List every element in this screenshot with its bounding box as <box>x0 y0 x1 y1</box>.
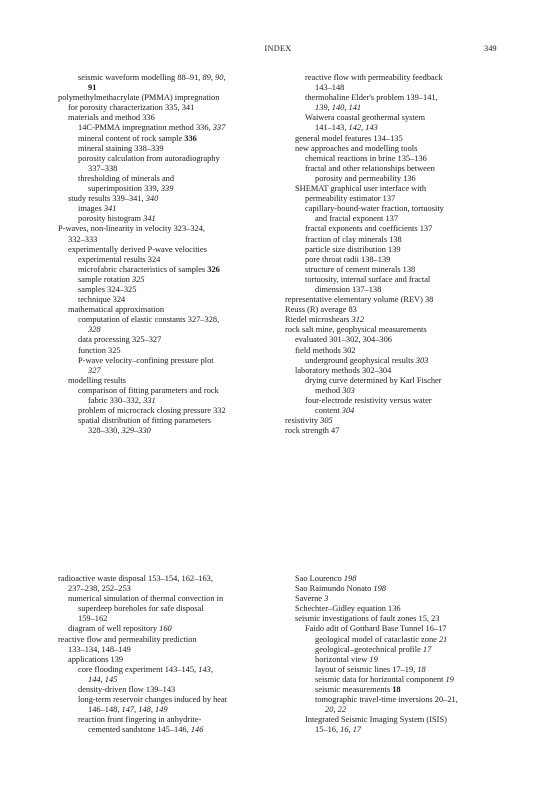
index-entry-text: materials and method 336 <box>68 113 155 123</box>
index-entry <box>285 325 527 335</box>
index-entry-text: 21 <box>438 634 448 644</box>
index-entry <box>295 83 527 93</box>
index-entry-text: geological model of cataclastic zone <box>315 634 439 644</box>
index-entry <box>58 685 290 695</box>
index-entry-text: mineral content of rock sample <box>78 133 185 143</box>
index-entry-text: 198 <box>343 574 357 583</box>
index-entry-text: 326 <box>207 264 220 274</box>
index-entry <box>58 335 290 345</box>
index-entry-text: thresholding of minerals and <box>78 173 175 183</box>
index-entry-text: Integrated Seismic Imaging System (ISIS) <box>305 715 447 725</box>
index-entry <box>295 174 527 184</box>
index-entry-text: 19 <box>445 674 454 684</box>
index-entry-text: Sao Lourenco <box>295 574 344 583</box>
index-entry-text: reaction front fingering in anhydrite- <box>78 715 202 725</box>
index-entry <box>58 93 290 103</box>
index-entry <box>58 604 290 614</box>
index-entry-text: 18 <box>392 685 401 695</box>
index-entry-text: 198 <box>373 584 386 594</box>
index-entry-text: data processing 325–327 <box>78 335 162 345</box>
index-entry-text: 303 <box>342 385 355 395</box>
index-entry <box>295 134 527 144</box>
index-entry-text: technique 324 <box>78 295 126 305</box>
index-entry <box>295 245 527 255</box>
index-entry <box>295 655 527 665</box>
index-entry-text: 91 <box>88 83 97 93</box>
index-entry <box>295 675 527 685</box>
index-entry <box>58 695 290 705</box>
index-entry <box>58 285 290 295</box>
index-entry <box>285 305 527 315</box>
index-entry-text: evaluated 301–302, 304–306 <box>295 335 392 345</box>
index-entry-text: 336 <box>184 133 197 143</box>
index-entry-text: 160 <box>159 624 172 634</box>
index-entry-text: 327 <box>88 365 101 375</box>
index-entry <box>58 705 290 715</box>
index-entry-text: 146 <box>190 725 204 735</box>
index-entry-text: 331 <box>143 396 156 405</box>
index-entry <box>58 83 290 93</box>
index-entry <box>295 635 527 645</box>
index-entry <box>295 725 527 735</box>
index-entry-text: dimension 137–138 <box>315 284 382 294</box>
index-column-bottom-right <box>295 574 527 736</box>
index-entry-text: 18 <box>417 664 426 674</box>
index-entry-text: Riedel microshears <box>285 315 352 325</box>
index-entry-text: seismic data for horizontal component <box>315 674 446 684</box>
index-entry <box>58 265 290 275</box>
index-entry <box>285 426 527 436</box>
index-entry-text: tortuosity, internal surface and fractal <box>305 274 431 284</box>
index-entry-text: , <box>210 73 216 82</box>
index-entry-text: rock salt mine, geophysical measurements <box>285 325 427 335</box>
index-entry <box>295 144 527 154</box>
index-entry <box>295 715 527 725</box>
index-entry-text: Waiwera coastal geothermal system <box>305 113 426 123</box>
index-entry-text: rock strength 47 <box>285 426 340 436</box>
index-entry-text: computation of elastic constants 327–328, <box>78 315 220 325</box>
index-entry-text: SHEMAT graphical user interface with <box>295 184 427 194</box>
index-entry <box>58 235 290 245</box>
index-entry-text: porosity and permeability 136 <box>315 173 416 183</box>
index-entry <box>295 584 527 594</box>
index-entry-text: 141–143, <box>315 123 349 133</box>
index-entry <box>295 396 527 406</box>
index-entry-text: thermohaline Elder's problem 139–141, <box>305 93 438 103</box>
index-entry-text: comparison of fitting parameters and rock <box>78 385 219 395</box>
index-entry <box>58 675 290 685</box>
index-entry <box>295 356 527 366</box>
index-entry <box>295 624 527 634</box>
index-entry-text: particle size distribution 139 <box>305 244 401 254</box>
index-entry <box>58 715 290 725</box>
index-entry-text: modelling results <box>68 375 126 385</box>
index-entry <box>295 695 527 705</box>
index-entry-text: P-wave velocity–confining pressure plot <box>78 355 214 365</box>
index-entry <box>295 335 527 345</box>
index-column-top-right <box>285 73 527 436</box>
index-entry <box>58 426 290 436</box>
index-entry-text: porosity histogram <box>78 214 144 224</box>
index-entry-text: P-waves, non-linearity in velocity 323–324, <box>58 224 206 234</box>
index-entry-text: mineral staining 338–339 <box>78 143 164 153</box>
index-entry <box>58 346 290 356</box>
index-entry-text: 337–338 <box>88 163 118 173</box>
index-entry <box>295 376 527 386</box>
index-entry-text: pore throat radii 138–139 <box>305 254 391 264</box>
index-entry <box>58 164 290 174</box>
index-entry-text: reactive flow and permeability prediction <box>58 634 197 644</box>
index-entry-text: 325 <box>131 274 145 284</box>
running-header-title: INDEX <box>264 44 292 53</box>
index-entry <box>58 305 290 315</box>
index-entry-text: function 325 <box>78 345 121 355</box>
index-entry-text: fractal and other relationships between <box>305 163 435 173</box>
index-entry <box>58 386 290 396</box>
index-entry-text: 328–330, <box>88 426 122 436</box>
index-entry-text: general model features 134–135 <box>295 133 403 143</box>
index-entry-text: 90 <box>215 73 224 82</box>
index-entry-text: 312 <box>351 315 365 325</box>
index-entry-text: superimposition 339, <box>88 184 161 194</box>
index-entry-text: geological–geotechnical profile <box>315 644 423 654</box>
index-entry-text: 305 <box>320 416 333 426</box>
index-entry <box>295 386 527 396</box>
index-entry-text: 89 <box>202 73 211 82</box>
index-entry <box>58 144 290 154</box>
index-entry <box>295 614 527 624</box>
index-entry-text: Faido adit of Gotthard Base Tunnel 16–17 <box>305 624 447 634</box>
index-entry-text: Sao Raimundo Nonato <box>295 584 374 594</box>
index-entry <box>295 406 527 416</box>
index-entry-text: superdeep boreholes for safe disposal <box>78 604 204 614</box>
index-entry <box>285 416 527 426</box>
index-entry-text: 3 <box>324 594 329 604</box>
index-entry-text: 16, 17 <box>340 725 362 735</box>
index-entry-text: method <box>315 385 343 395</box>
index-entry-text: 19 <box>369 654 378 664</box>
index-entry-text: four-electrode resistivity versus water <box>305 396 432 405</box>
index-entry-text: 340 <box>145 194 159 204</box>
index-entry-text: layout of seismic lines 17–19, <box>315 664 418 674</box>
index-entry <box>295 73 527 83</box>
index-entry-text: reactive flow with permeability feedback <box>305 73 443 82</box>
index-entry-text: 337 <box>212 123 226 133</box>
index-entry-text: 329–330 <box>121 426 151 436</box>
index-entry <box>58 665 290 675</box>
index-entry-text: 146–148, <box>88 705 122 715</box>
index-entry <box>295 255 527 265</box>
index-entry <box>295 645 527 655</box>
index-entry-text: 20, 22 <box>325 705 346 715</box>
index-entry-text: laboratory methods 302–304 <box>295 365 392 375</box>
index-entry-text: study results 339–341, <box>68 194 146 204</box>
index-entry-text: representative elementary volume (REV) 38 <box>285 295 434 305</box>
index-entry-text: 237–238, 252–253 <box>68 584 131 594</box>
index-entry-text: 159–162 <box>78 614 108 624</box>
index-entry <box>295 705 527 715</box>
index-entry-text: radioactive waste disposal 153–154, 162–163, <box>58 574 213 583</box>
index-entry-text: underground geophysical results <box>305 355 416 365</box>
index-entry-text: 143–148 <box>315 83 345 93</box>
index-entry-text: seismic waveform modelling 88–91, <box>78 73 203 82</box>
index-entry-text: mathematical approximation <box>68 305 165 315</box>
index-entry-text: field methods 302 <box>295 345 356 355</box>
index-entry <box>58 315 290 325</box>
index-entry-text: images <box>78 204 104 214</box>
index-entry-text: samples 324–325 <box>78 284 137 294</box>
index-entry <box>58 624 290 634</box>
index-entry <box>295 123 527 133</box>
index-column-top-left <box>58 73 290 436</box>
index-entry <box>295 194 527 204</box>
index-entry <box>58 255 290 265</box>
index-entry <box>58 396 290 406</box>
index-entry <box>58 366 290 376</box>
index-entry-text: 133–134, 148–149 <box>68 644 131 654</box>
index-entry <box>58 376 290 386</box>
index-entry-text: cemented sandstone 145–146, <box>88 725 191 735</box>
index-entry-text: 328 <box>88 325 101 335</box>
index-entry-text: content <box>315 406 342 416</box>
index-entry-text: numerical simulation of thermal convection in <box>68 594 224 604</box>
index-entry-text: capillary-bound-water fraction, tortuosity <box>305 204 444 214</box>
index-entry-text: core flooding experiment 143–145, <box>78 664 199 674</box>
index-entry <box>295 184 527 194</box>
index-entry <box>295 685 527 695</box>
index-entry <box>295 346 527 356</box>
index-entry <box>58 725 290 735</box>
index-entry-text: Schechter–Gidley equation 136 <box>295 604 401 614</box>
index-entry <box>58 224 290 234</box>
index-entry <box>295 285 527 295</box>
index-entry <box>295 214 527 224</box>
index-entry <box>58 204 290 214</box>
index-entry <box>295 594 527 604</box>
index-entry-text: drying curve determined by Karl Fischer <box>305 375 442 385</box>
index-entry-text: 341 <box>103 204 117 214</box>
index-entry-text: 304 <box>341 406 355 416</box>
index-entry <box>58 356 290 366</box>
index-entry-text: experimental results 324 <box>78 254 161 264</box>
index-entry-text: resistivity <box>285 416 321 426</box>
index-entry-text: , <box>223 73 226 82</box>
index-entry-text: 142, 143 <box>348 123 378 133</box>
index-entry-text: 139, 140, 141 <box>315 103 362 113</box>
index-entry-text: horizontal view <box>315 654 370 664</box>
page-number: 349 <box>484 44 497 53</box>
index-entry <box>58 325 290 335</box>
index-entry-text: 15–16, <box>315 725 341 735</box>
index-entry <box>58 614 290 624</box>
index-entry-text: 339 <box>160 184 174 194</box>
index-entry-text: new approaches and modelling tools <box>295 143 418 153</box>
index-entry-text: 303 <box>415 355 429 365</box>
index-entry <box>58 154 290 164</box>
index-entry-text: 17 <box>422 644 432 654</box>
index-entry <box>295 154 527 164</box>
index-entry-text: spatial distribution of fitting parameters <box>78 416 212 426</box>
index-entry-text: permeability estimator 137 <box>305 194 396 204</box>
index-entry-text: seismic measurements <box>315 685 393 695</box>
index-entry-text: 144, 145 <box>88 674 118 684</box>
index-entry-text: 147, 148, 149 <box>121 705 168 715</box>
index-entry-text: 332–333 <box>68 234 98 244</box>
index-entry <box>295 164 527 174</box>
index-entry <box>295 224 527 234</box>
index-entry <box>295 275 527 285</box>
index-entry <box>295 113 527 123</box>
index-entry <box>58 214 290 224</box>
index-entry <box>58 275 290 285</box>
index-entry-text: structure of cement minerals 138 <box>305 264 416 274</box>
index-entry <box>58 123 290 133</box>
index-entry <box>295 604 527 614</box>
index-entry <box>58 406 290 416</box>
index-entry <box>58 645 290 655</box>
index-entry-text: fraction of clay minerals 138 <box>305 234 402 244</box>
index-entry <box>58 655 290 665</box>
index-entry <box>58 184 290 194</box>
index-entry <box>295 93 527 103</box>
index-entry <box>58 584 290 594</box>
index-entry-text: seismic investigations of fault zones 15, 23 <box>295 614 440 624</box>
index-entry <box>295 103 527 113</box>
index-entry-text: Saverne <box>295 594 325 604</box>
index-entry-text: polymethylmethacrylate (PMMA) impregnation <box>58 93 220 103</box>
index-entry <box>58 113 290 123</box>
index-entry <box>58 574 290 584</box>
index-column-bottom-left <box>58 574 290 736</box>
index-entry-text: long-term reservoir changes induced by heat <box>78 695 228 705</box>
index-entry <box>58 245 290 255</box>
index-entry <box>58 103 290 113</box>
index-entry <box>58 194 290 204</box>
index-entry <box>58 134 290 144</box>
index-entry-text: 14C-PMMA impregnation method 336, <box>78 123 213 133</box>
index-entry-text: Reuss (R) average 83 <box>285 305 357 315</box>
index-entry <box>58 73 290 83</box>
index-entry <box>58 416 290 426</box>
index-entry-text: density-driven flow 139–143 <box>78 685 176 695</box>
index-entry <box>58 635 290 645</box>
index-entry-text: microfabric characteristics of samples <box>78 264 208 274</box>
index-entry <box>285 295 527 305</box>
index-entry-text: for porosity characterization 335, 341 <box>68 103 195 113</box>
index-entry-text: diagram of well repository <box>68 624 160 634</box>
index-entry-text: sample rotation <box>78 274 132 284</box>
index-entry <box>58 594 290 604</box>
index-entry-text: chemical reactions in brine 135–136 <box>305 153 427 163</box>
index-entry-text: tomographic travel-time inversions 20–21, <box>315 695 458 705</box>
index-entry <box>58 174 290 184</box>
index-entry-text: fabric 330–332, <box>88 396 144 405</box>
index-entry-text: experimentally derived P-wave velocities <box>68 244 207 254</box>
index-entry-text: problem of microcrack closing pressure 332 <box>78 406 226 416</box>
index-entry-text: fractal exponents and coefficients 137 <box>305 224 433 234</box>
index-entry-text: 341 <box>143 214 156 224</box>
index-entry-text: porosity calculation from autoradiography <box>78 153 220 163</box>
index-entry <box>295 366 527 376</box>
index-entry <box>295 574 527 584</box>
index-entry <box>285 315 527 325</box>
index-entry-text: 143, <box>198 664 213 674</box>
index-entry <box>295 265 527 275</box>
index-entry <box>295 235 527 245</box>
index-entry-text: applications 139 <box>68 654 124 664</box>
index-entry <box>295 665 527 675</box>
index-entry <box>58 295 290 305</box>
index-entry <box>295 204 527 214</box>
index-entry-text: and fractal exponent 137 <box>315 214 399 224</box>
